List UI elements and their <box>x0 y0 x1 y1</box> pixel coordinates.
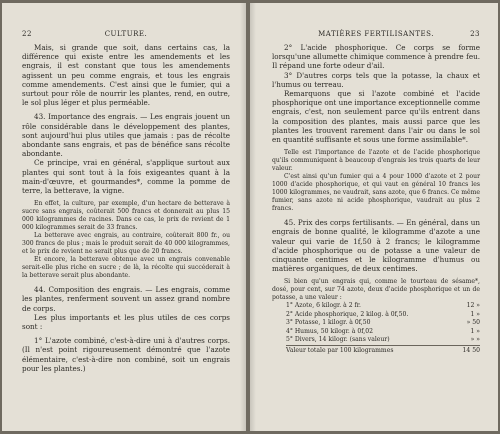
paragraph: Ce principe, vrai en général, s'applique surtout aux plantes qui sont tout à la fois exigeantes quant à la main-d'œuvre, et gourmandes*, comme la pomme de terre, la betterave, la vigne. <box>22 158 230 196</box>
left-page <box>2 3 246 431</box>
running-head: MATIÈRES FERTILISANTES. <box>318 30 434 38</box>
page-body <box>22 43 230 373</box>
small-paragraph: C'est ainsi qu'un fumier qui a 4 pour 1000 d'azote et 2 pour 1000 d'acide phosphorique, et qui vaut en général 10 francs les 1000 kilogrammes, ne vaudrait, sans azote, que 6 francs. Ce même fumier, sans azote ni acide phosphorique, vaudrait au plus 2 francs. <box>272 173 480 213</box>
small-paragraph: Et encore, la betterave obtenue avec un engrais convenable serait-elle plus riche en sucre ; de là, la récolte qui succéderait à la betterave serait plus abondante. <box>22 256 230 280</box>
paragraph: 3° D'autres corps tels que la potasse, la chaux et l'humus ou terreau. <box>272 70 480 89</box>
value-row <box>286 328 480 336</box>
small-paragraph: En effet, la culture, par exemple, d'un hectare de betterave à sucre sans engrais, coûterait 500 francs et donnerait au plus 15 000 kilogrammes de racines. Dans ce cas, le prix de revient de 1 000 kilogrammes serait de 33 francs. <box>22 200 230 232</box>
value-row-label: 2° Acide phosphorique, 2 kilog. à 0f,50. <box>286 310 409 318</box>
section-heading-paragraph: 45. Prix des corps fertilisants. — En général, dans un engrais de bonne qualité, le kilogramme d'azote a une valeur qui varie de 1f,50 à 2 francs; le kilogramme d'acide phosphorique ou de potasse a une valeur de cinquante centimes et le kilogramme d'humus ou matières organiques, de deux centimes. <box>272 218 480 274</box>
value-row-label: 5° Divers, 14 kilogr. (sans valeur) <box>286 336 390 344</box>
value-row-label: 1° Azote, 6 kilogr. à 2 fr. <box>286 302 361 310</box>
right-page <box>250 3 498 431</box>
value-total-row <box>286 345 480 355</box>
value-row <box>286 311 480 319</box>
value-table <box>286 302 480 355</box>
section-heading-paragraph: 43. Importance des engrais. — Les engrais jouent un rôle considérable dans le développement des plantes, sont aujourd'hui plus utiles que jamais : pas de récolte abondante sans engrais, et pas de bénéfice sans récolte abondante. <box>22 112 230 159</box>
book-spread <box>2 3 498 431</box>
value-row-label: 4° Humus, 50 kilogr. à 0f,02 <box>286 327 373 335</box>
value-row-amount: » » <box>470 336 480 344</box>
paragraph: 2° L'acide phosphorique. Ce corps se forme lorsqu'une allumette chimique commence à prendre feu. Il répand une forte odeur d'ail. <box>272 43 480 71</box>
value-row <box>286 319 480 327</box>
paragraph: Remarquons que si l'azote combiné et l'acide phosphorique ont une importance exceptionnelle comme engrais, c'est, non seulement parce qu'ils entrent dans la composition des plantes, mais aussi parce que les plantes les trouvent rarement dans l'air ou dans le sol en quantité suffisante et sous une forme assimilable*. <box>272 89 480 145</box>
page-number: 23 <box>470 30 480 38</box>
small-paragraph: Si bien qu'un engrais qui, comme le tourteau de sésame*, dosé, pour cent, sur 74 azote, deux d'acide phosphorique et un de potasse, a une valeur : <box>272 278 480 302</box>
value-row-amount: » 50 <box>466 319 480 327</box>
running-head: CULTURE. <box>104 30 148 38</box>
page-number: 22 <box>22 30 32 38</box>
value-row-amount: 1 » <box>470 327 480 335</box>
small-paragraph: La betterave avec engrais, au contraire, coûterait 800 fr., ou 300 francs de plus ; mais le produit serait de 40 000 kilogrammes, et le prix de revient ne serait plus que de 20 francs. <box>22 232 230 256</box>
page-header <box>272 30 480 38</box>
section-heading-paragraph: 44. Composition des engrais. — Les engrais, comme les plantes, renferment souvent un assez grand nombre de corps. <box>22 285 230 313</box>
page-body <box>272 43 480 356</box>
paragraph: Mais, si grande que soit, dans certains cas, la différence qui existe entre les amendements et les engrais, il est constant que tous les amendements agissent un peu comme engrais, et tous les engrais comme amendements. C'est ainsi que le fumier, qui a surtout pour rôle de nourrir les plantes, rend, en outre, le sol plus léger et plus perméable. <box>22 43 230 108</box>
value-row-label: 3° Potasse, 1 kilogr. à 0f,50 <box>286 319 371 327</box>
value-row-amount: 12 » <box>466 302 480 310</box>
paragraph: 1° L'azote combiné, c'est-à-dire uni à d'autres corps. (Il n'est point rigoureusement démontré que l'azote élémentaire, c'est-à-dire non combiné, soit un engrais pour les plantes.) <box>22 336 230 373</box>
value-row-amount: 1 » <box>470 310 480 318</box>
gutter-shadow <box>250 3 256 431</box>
gutter-shadow <box>240 3 246 431</box>
paragraph: Les plus importants et les plus utiles de ces corps sont : <box>22 312 230 332</box>
value-total-label: Valeur totale par 100 kilogrammes <box>286 347 394 355</box>
value-total-amount: 14 50 <box>462 347 480 355</box>
value-row <box>286 336 480 344</box>
page-header <box>22 30 230 38</box>
value-row <box>286 302 480 310</box>
small-paragraph: Telle est l'importance de l'azote et de l'acide phosphorique qu'ils communiquent à beaucoup d'engrais les trois quarts de leur valeur. <box>272 149 480 173</box>
